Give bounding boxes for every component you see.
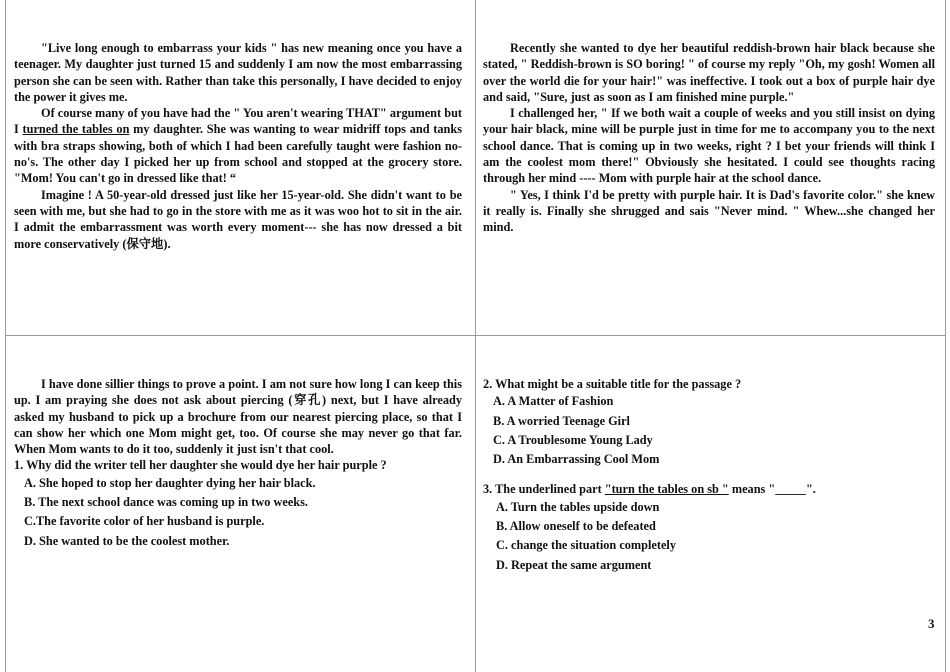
- option-a: A. A Matter of Fashion: [493, 394, 614, 409]
- question-3: [483, 481, 935, 497]
- page-border-right: [945, 0, 946, 672]
- passage-paragraph-1: "Live long enough to embarrass your kids " has new meaning once you have a teenager. My daughter just turned 15 and suddenly I am now the most embarrassing person she can be seen with. Rather than take this personally, I have decided to enjoy the power it gives me.: [14, 41, 462, 104]
- option-a: A. She hoped to stop her daughter dying her hair black.: [24, 475, 316, 490]
- underlined-phrase: "turn the tables on sb ": [604, 482, 729, 497]
- page-border-left: [5, 0, 6, 672]
- passage-paragraph-6: " Yes, I think I'd be pretty with purple hair. It is Dad's favorite color." she knew it really is. Finally she shrugged and sais "Never mind. " Whew...she changed her mind.: [483, 187, 935, 235]
- option-d: D. Repeat the same argument: [496, 557, 652, 572]
- page-number: 3: [928, 616, 935, 631]
- question-2: 2. What might be a suitable title for the passage ?: [483, 377, 742, 391]
- question-1: 1. Why did the writer tell her daughter she would dye her hair purple ?: [14, 458, 387, 473]
- option-c: C. change the situation completely: [496, 538, 676, 553]
- top-right-panel: [483, 40, 935, 236]
- passage-paragraph-2: [14, 105, 462, 186]
- question-text: means "_____".: [728, 482, 816, 497]
- bottom-right-panel: [483, 376, 935, 575]
- option-c: C. A Troublesome Young Lady: [493, 432, 653, 447]
- paragraph-text: my daughter. She was wanting to wear midriff tops and tanks with bra straps showing, both of which I had been carefully taught were fashion no-no's. The other day I picked her up from school and stopped at the grocery store. "Mom! You can't go in dressed like that! “: [14, 122, 462, 186]
- option-b: B. The next school dance was coming up in two weeks.: [24, 495, 308, 510]
- passage-paragraph-3: Imagine ! A 50-year-old dressed just like her 15-year-old. She didn't want to be seen with me, but she had to go in the store with me as it was woo hot to sit in the air. I admit the embarrassment was worth every moment--- she has now dressed a bit more conservatively (保守地).: [14, 187, 462, 251]
- question-text: 3. The underlined part: [483, 482, 605, 497]
- question-2-options: [483, 392, 935, 469]
- option-a: A. Turn the tables upside down: [496, 499, 660, 514]
- top-left-panel: [14, 40, 462, 252]
- vertical-divider: [475, 0, 476, 672]
- passage-paragraph-4: Recently she wanted to dye her beautiful reddish-brown hair black because she stated, " Reddish-brown is SO boring! " of course my reply "Oh, my gosh! Women all over the world die for your hair!" was ineffective. I took out a box of purple hair dye and said, "Sure, just as soon as I am finished mine purple.": [483, 41, 935, 104]
- passage-paragraph-7: I have done sillier things to prove a point. I am not sure how long I can keep this up. I am praying she does not ask about piercing (穿孔) next, but I have already asked my husband to pick up a brochure from our nearest piercing place, so that I can show her which one Mom might get, too. Of course she may never go that far. When Mom wants to do it too, suddenly it just isn't that cool.: [14, 377, 462, 457]
- option-d: D. She wanted to be the coolest mother.: [24, 533, 230, 548]
- option-b: B. Allow oneself to be defeated: [496, 519, 656, 534]
- question-3-options: [483, 498, 935, 575]
- horizontal-divider: [5, 335, 946, 336]
- paragraph-text: Of course many of you have had the " You aren't wearing THAT" argument but I: [14, 106, 462, 137]
- bottom-left-panel: [14, 376, 462, 551]
- option-d: D. An Embarrassing Cool Mom: [493, 452, 660, 467]
- passage-paragraph-5: I challenged her, " If we both wait a couple of weeks and you still insist on dying your hair black, mine will be purple just in time for me to accompany you to the next school dance. That is coming up in two weeks, right ? I bet your friends will think I am the coolest mom there!" Obviously she hesitated. I could see thoughts racing through her mind ---- Mom with purple hair at the school dance.: [483, 106, 935, 186]
- underlined-phrase: turned the tables on: [22, 122, 130, 137]
- question-1-options: [14, 474, 462, 551]
- option-c: C.The favorite color of her husband is purple.: [24, 514, 265, 529]
- option-b: B. A worried Teenage Girl: [493, 413, 630, 428]
